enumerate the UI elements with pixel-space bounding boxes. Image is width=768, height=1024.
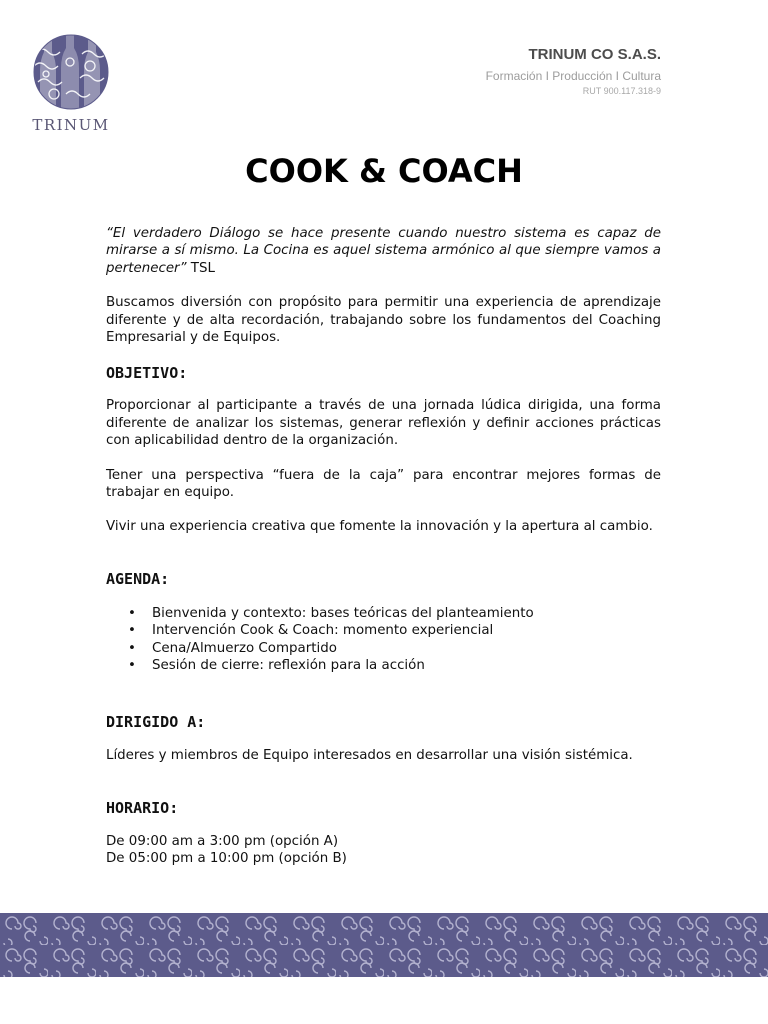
horario-line-1: De 09:00 am a 3:00 pm (opción A) xyxy=(106,833,339,849)
bullet: • xyxy=(128,658,136,674)
company-name: TRINUM CO S.A.S. xyxy=(528,46,661,63)
document-body xyxy=(106,225,661,868)
intro-quote: “El verdadero Diálogo se hace presente cuando nuestro sistema es capaz de mirarse a sí mismo. La Cocina es aquel sistema armónico al que siempre vamos a pertenecer” xyxy=(106,226,661,276)
logo-emblem xyxy=(26,32,116,116)
agenda-item-4: Sesión de cierre: reflexión para la acción xyxy=(152,658,425,674)
dirigido-text: Líderes y miembros de Equipo interesados en desarrollar una visión sistémica. xyxy=(106,747,633,763)
intro-quote-paragraph xyxy=(106,225,661,277)
bullet: • xyxy=(128,623,136,639)
objetivo-heading: OBJETIVO: xyxy=(106,364,188,383)
trinum-logo xyxy=(26,32,116,136)
objetivo-paragraph-2: Tener una perspectiva “fuera de la caja” para encontrar mejores formas de trabajar en equipo. xyxy=(106,467,661,501)
swirl-pattern xyxy=(0,913,768,977)
dirigido-heading: DIRIGIDO A: xyxy=(106,712,206,731)
objetivo-paragraph-1: Proporcionar al participante a través de una jornada lúdica dirigida, una forma diferente de analizar los sistemas, generar reflexión y definir acciones prácticas con aplicabilidad dentro de la organización. xyxy=(106,398,661,449)
company-rut: RUT 900.117.318-9 xyxy=(582,86,661,96)
list-item xyxy=(106,605,661,622)
list-item xyxy=(106,657,661,674)
horario-heading: HORARIO: xyxy=(106,798,179,817)
company-tagline: Formación I Producción I Cultura xyxy=(485,69,661,83)
intro-paragraph: Buscamos diversión con propósito para permitir una experiencia de aprendizaje diferente y de alta recordación, trabajando sobre los fundamentos del Coaching Empresarial y de Equipos. xyxy=(106,295,661,346)
agenda-item-2: Intervención Cook & Coach: momento experiencial xyxy=(152,623,494,639)
list-item xyxy=(106,622,661,639)
page-title: COOK & COACH xyxy=(245,152,523,190)
agenda-list xyxy=(106,605,661,675)
list-item xyxy=(106,640,661,657)
agenda-item-1: Bienvenida y contexto: bases teóricas del planteamiento xyxy=(152,605,534,621)
horario-line-2: De 05:00 pm a 10:00 pm (opción B) xyxy=(106,851,347,867)
bullet: • xyxy=(128,605,136,621)
footer-pattern xyxy=(0,913,768,977)
agenda-heading: AGENDA: xyxy=(106,569,170,588)
objetivo-paragraph-3: Vivir una experiencia creativa que fomente la innovación y la apertura al cambio. xyxy=(106,519,653,535)
quote-author: TSL xyxy=(190,260,215,276)
logo-text: TRINUM xyxy=(32,116,110,134)
bullet: • xyxy=(128,640,136,656)
company-info xyxy=(486,46,661,96)
agenda-item-3: Cena/Almuerzo Compartido xyxy=(152,640,337,656)
